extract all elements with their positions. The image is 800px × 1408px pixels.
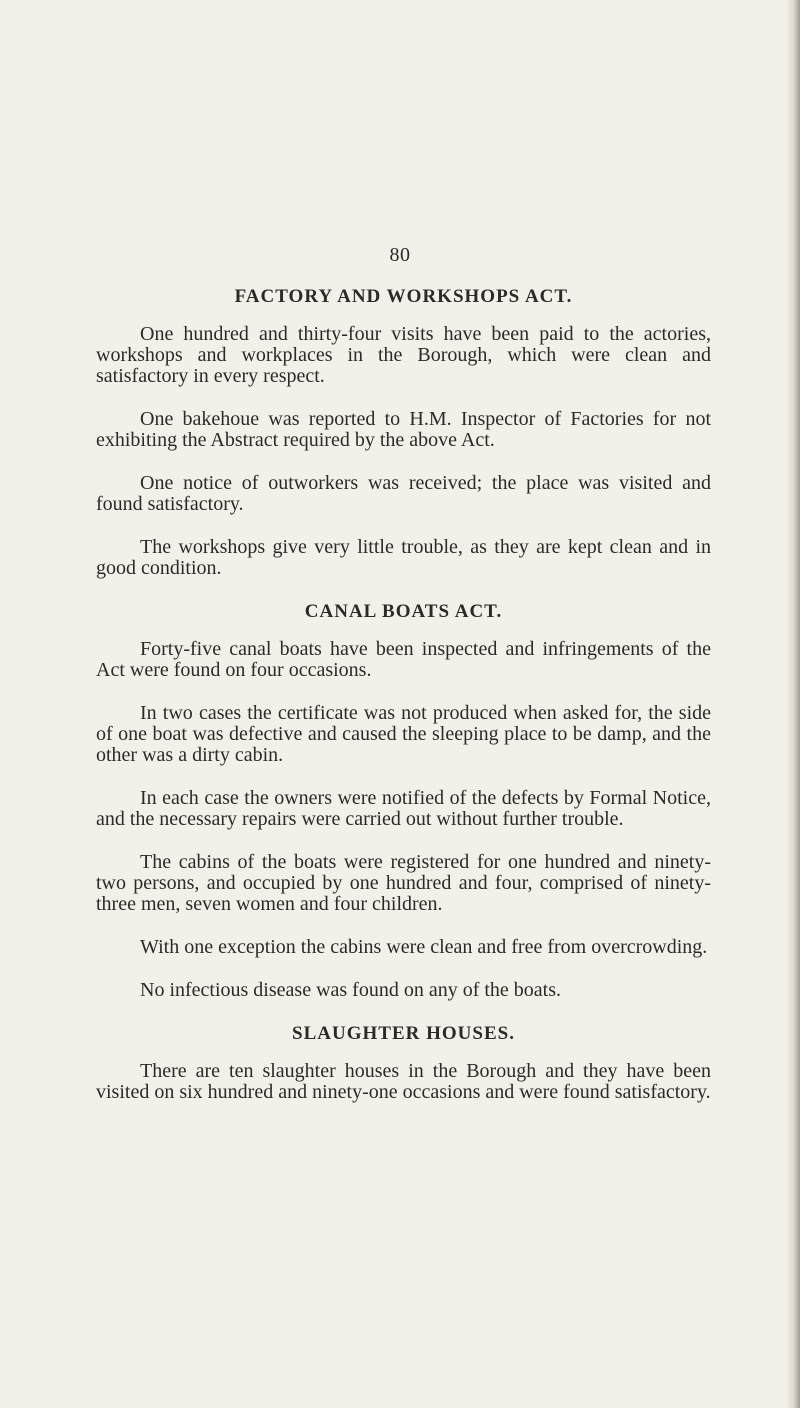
paragraph: One bakehoue was reported to H.M. Inspector of Factories for not exhibiting the Abstract required by the above Act. [96, 408, 711, 451]
section-heading: FACTORY AND WORKSHOPS ACT. [234, 286, 573, 307]
paragraph: With one exception the cabins were clean and free from overcrowding. [140, 936, 708, 958]
slaughter-houses-section [96, 1023, 711, 1103]
paragraph: The cabins of the boats were registered for one hundred and ninety-two persons, and occupied by one hundred and four, comprised of ninety-three men, seven women and four children. [96, 851, 711, 915]
paragraph: Forty-five canal boats have been inspected and infringements of the Act were found on four occasions. [96, 638, 711, 681]
section-heading: SLAUGHTER HOUSES. [292, 1023, 515, 1044]
paragraph: There are ten slaughter houses in the Borough and they have been visited on six hundred and ninety-one occasions and were found satisfactory. [96, 1060, 711, 1103]
page-content [96, 272, 711, 1125]
page-number: 80 [389, 244, 411, 266]
paragraph: No infectious disease was found on any of the boats. [140, 979, 562, 1001]
canal-boats-section [96, 601, 711, 1001]
paragraph: One notice of outworkers was received; the place was visited and found satisfactory. [96, 472, 711, 515]
paragraph: In two cases the certificate was not produced when asked for, the side of one boat was defective and caused the sleeping place to be damp, and the other was a dirty cabin. [96, 702, 711, 766]
paragraph: In each case the owners were notified of the defects by Formal Notice, and the necessary repairs were carried out without further trouble. [96, 787, 711, 830]
page-edge-shadow [786, 0, 800, 1408]
factory-workshops-section [96, 286, 711, 579]
section-heading: CANAL BOATS ACT. [304, 601, 503, 622]
paragraph: One hundred and thirty-four visits have been paid to the actories, workshops and workplaces in the Borough, which were clean and satisfactory in every respect. [96, 323, 711, 387]
paragraph: The workshops give very little trouble, as they are kept clean and in good condition. [96, 536, 711, 579]
